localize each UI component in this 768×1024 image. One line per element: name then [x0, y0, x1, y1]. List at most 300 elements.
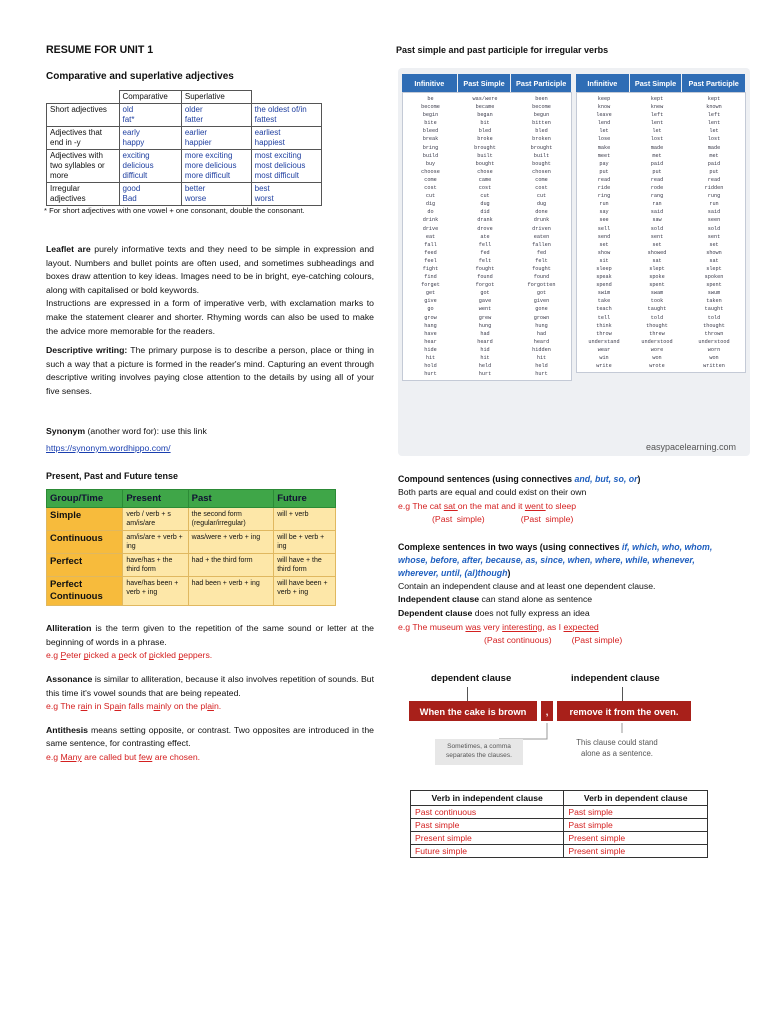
- adj-superlative-word: fattest: [254, 115, 277, 124]
- tense-cell-future: will be + verb + ing: [274, 531, 336, 554]
- irregular-verb: cost: [478, 185, 492, 192]
- tense-header-row: [47, 490, 336, 508]
- tense-row: [47, 577, 336, 606]
- example-fragment: interesting: [502, 621, 543, 632]
- adj-base-word: good: [122, 184, 141, 193]
- irregular-verb: fallen: [532, 241, 551, 248]
- irregular-verb: find: [424, 274, 437, 281]
- irregular-verb: wrote: [649, 363, 665, 370]
- irregular-verb: swum: [707, 290, 721, 297]
- irregular-verb: hung: [535, 322, 548, 329]
- irregular-verb: set: [709, 241, 719, 248]
- irregular-verb: ride: [597, 185, 611, 192]
- adj-base: [119, 127, 181, 150]
- irregular-verb: hung: [478, 322, 492, 329]
- irregular-verb: wear: [597, 346, 611, 353]
- irregular-verb: became: [475, 104, 495, 111]
- irregular-verb: buy: [425, 160, 436, 167]
- verb-table-header: [411, 791, 708, 806]
- irregular-verb: feel: [424, 257, 437, 264]
- irregular-verb: speak: [596, 274, 612, 281]
- adj-comparative-word: happier: [184, 138, 212, 147]
- irregular-verb: rang: [650, 193, 664, 200]
- irregular-verb: lent: [650, 120, 664, 127]
- irregular-verb: fought: [532, 265, 551, 272]
- compound-text: Both parts are equal and could exist on their own: [398, 487, 587, 497]
- irregular-verb: run: [709, 201, 719, 208]
- adj-superlative: [251, 104, 321, 127]
- adjectives-row: [47, 104, 322, 127]
- irregular-verb: read: [650, 176, 664, 183]
- irregular-verb: did: [480, 209, 490, 216]
- irregular-verb: think: [596, 322, 612, 329]
- irregular-verb: left: [707, 112, 721, 119]
- irregular-verb: build: [422, 152, 439, 159]
- irregular-verb: fight: [422, 265, 439, 272]
- compound-connectives: and, but, so, or: [574, 474, 638, 484]
- adjectives-row: [47, 127, 322, 150]
- irregular-verb: forgotten: [527, 282, 556, 289]
- irregular-verb: win: [599, 355, 609, 361]
- irregular-verb: showed: [647, 249, 667, 256]
- irregular-verb: sat: [652, 257, 662, 264]
- irregular-verb: shown: [706, 249, 722, 256]
- adjectives-row: [47, 150, 322, 183]
- irregular-verb: threw: [649, 330, 665, 337]
- irregular-verb: have: [424, 330, 437, 337]
- verb-independent: Past continuous: [411, 806, 564, 819]
- compound-example: [398, 500, 728, 514]
- descriptive-term: Descriptive writing:: [46, 345, 128, 356]
- verb-dependent: Present simple: [564, 832, 708, 845]
- irregular-verb: went: [478, 306, 492, 313]
- tense-row-label: Simple: [47, 508, 123, 531]
- irregular-verb: understood: [698, 338, 730, 345]
- irregular-verb: bought: [532, 160, 551, 167]
- irregular-verb: set: [599, 241, 609, 248]
- irregular-verb: found: [533, 274, 550, 281]
- example-fragment: e.g: [46, 650, 61, 661]
- adj-base-word: difficult: [122, 171, 148, 180]
- irregular-verb: won: [652, 355, 662, 361]
- irregular-verb: fall: [424, 241, 437, 248]
- synonym-text: (another word for): use this link: [85, 425, 207, 436]
- irr-col-pp: [512, 93, 571, 380]
- irregular-verb: broken: [532, 136, 551, 143]
- tense-cell-future: will have + the third form: [274, 554, 336, 577]
- example-fragment: was: [465, 621, 481, 632]
- irregular-verb: sit: [599, 257, 609, 264]
- dependent-clause-box: When the cake is brown: [409, 701, 537, 721]
- irregular-verb: drink: [422, 217, 439, 224]
- irregular-verb: ridden: [704, 185, 724, 192]
- irregular-verb: sleep: [596, 265, 612, 272]
- irregular-verb: won: [709, 355, 719, 361]
- adj-base-word: fat*: [122, 115, 135, 124]
- verb-table-row: [411, 819, 708, 832]
- example-fragment: ai: [153, 701, 161, 712]
- dependent-term: Dependent clause: [398, 607, 473, 618]
- adj-comparative-word: older: [184, 105, 203, 114]
- irregular-verb: got: [480, 290, 490, 297]
- compound-heading: [398, 473, 728, 486]
- example-fragment: sat: [443, 500, 458, 511]
- adj-base-word: delicious: [122, 161, 154, 170]
- example-fragment: P: [60, 650, 67, 661]
- irregular-verb: tell: [597, 314, 611, 321]
- complex-label-1: (Past continuous): [484, 635, 552, 646]
- tense-header-present: Present: [123, 490, 188, 508]
- irregular-verb: sent: [707, 233, 721, 240]
- example-fragment: ai: [114, 701, 122, 712]
- irregular-verb: lost: [707, 136, 721, 143]
- tense-cell-present: have/has + the third form: [123, 554, 188, 577]
- irregular-verb: ate: [480, 233, 490, 240]
- tense-row-label: Continuous: [47, 531, 123, 554]
- independent-text: can stand alone as sentence: [479, 594, 593, 605]
- irregular-verb: been: [535, 96, 548, 102]
- irregular-verb: rung: [707, 193, 721, 200]
- irregular-verb: swam: [650, 290, 664, 297]
- irregular-verb: said: [707, 209, 721, 216]
- irregular-verb: leave: [596, 112, 612, 119]
- sentences-section: [398, 473, 728, 648]
- irregular-verb: put: [652, 168, 662, 175]
- example-fragment: ai: [207, 701, 214, 712]
- irregular-verb: drive: [422, 225, 439, 232]
- irr-h-past: Past Simple: [458, 74, 511, 92]
- irregular-verb: eat: [425, 233, 436, 240]
- irregular-verb: forgot: [475, 282, 495, 289]
- irregular-verb: ring: [597, 193, 611, 200]
- irregular-verb: teach: [596, 306, 612, 313]
- synonym-paragraph: [46, 425, 374, 439]
- complex-heading-text: Complexe sentences in two ways (using connectives: [398, 541, 622, 552]
- irregular-verb: spent: [706, 282, 722, 289]
- irregular-verb: built: [477, 152, 493, 159]
- instructions-paragraph: Instructions are expressed in a form of imperative verb, with exclamation marks to make the statement clearer and shorter. Rhyming words can also be used to make the advice more memorable for the readers.: [46, 298, 374, 336]
- adj-base: [119, 104, 181, 127]
- complex-close: ): [507, 567, 511, 578]
- irregular-verb: lent: [707, 120, 721, 127]
- leaflet-term: Leaflet are: [46, 244, 91, 254]
- irregular-verb: grew: [478, 314, 492, 321]
- irregular-verb: began: [477, 112, 493, 119]
- adj-comparative-word: earlier: [184, 128, 208, 137]
- irregular-verb: kept: [707, 96, 721, 102]
- irregular-verb: hit: [480, 355, 490, 361]
- irregular-verb: gave: [478, 298, 492, 305]
- adj-superlative-word: most difficult: [254, 171, 299, 180]
- adj-comparative-word: worse: [184, 194, 207, 203]
- irr-h-pp: Past Participle: [511, 74, 571, 92]
- irregular-verb: met: [652, 152, 662, 159]
- verb-dependent: Present simple: [564, 845, 708, 858]
- irregular-verb: heard: [533, 338, 550, 345]
- dependent-clause-label: dependent clause: [431, 673, 512, 684]
- irregular-verb: kept: [650, 96, 664, 102]
- irregular-verb: dug: [536, 201, 547, 208]
- irregular-verb: pay: [599, 160, 609, 167]
- adj-comparative: [181, 104, 251, 127]
- adj-header-superlative: Superlative: [181, 91, 251, 104]
- irr-h-pp-2: Past Participle: [682, 74, 745, 92]
- irregular-verb: lend: [597, 120, 611, 127]
- irregular-verb: took: [650, 298, 664, 305]
- adj-superlative-word: happiest: [254, 138, 285, 147]
- irregular-verb: let: [709, 128, 719, 135]
- irregular-verb: made: [650, 144, 664, 151]
- irregular-verb: taught: [704, 306, 724, 313]
- adj-base-word: happy: [122, 138, 145, 147]
- left-column: [46, 44, 374, 764]
- irregular-verb: see: [599, 217, 609, 224]
- irregular-verb: left: [650, 112, 664, 119]
- irregular-verb: take: [597, 298, 611, 305]
- verb-clause-table: [410, 790, 708, 858]
- irr-col-infinitive-2: [577, 93, 631, 372]
- irregular-verb: felt: [535, 257, 548, 264]
- irregular-verb: cut: [536, 193, 547, 200]
- right-column: [396, 44, 726, 57]
- adj-comparative: [181, 183, 251, 206]
- irregular-verb: send: [597, 233, 611, 240]
- irregular-verb: fed: [536, 249, 547, 256]
- synonym-term: Synonym: [46, 425, 86, 436]
- irregular-verb: write: [596, 363, 612, 370]
- irregular-verb: had: [536, 330, 547, 337]
- alliteration-text: is the term given to the repetition of the same sound or letter at the beginning of words in a phrase.: [46, 623, 374, 647]
- compound-close: ): [637, 474, 641, 484]
- adj-row-label: Short adjectives: [47, 104, 120, 127]
- adj-superlative-word: most exciting: [254, 151, 302, 160]
- irregular-block-2: [576, 74, 746, 373]
- example-fragment: ickled: [153, 650, 179, 661]
- irregular-verb: done: [535, 209, 548, 216]
- verb-table-row: [411, 832, 708, 845]
- example-fragment: Many: [60, 751, 82, 762]
- irregular-verb: drank: [477, 217, 493, 224]
- example-fragment: e.g The cat: [398, 500, 444, 511]
- irregular-verb: set: [652, 241, 662, 248]
- verb-table-wrap: [410, 790, 708, 858]
- example-fragment: p: [118, 650, 124, 661]
- irregular-verb: ran: [652, 201, 662, 208]
- independent-term: Independent clause: [398, 594, 480, 605]
- irregular-verb: get: [425, 290, 436, 297]
- adj-base-word: old: [122, 105, 134, 114]
- irregular-verb: hurt: [424, 371, 437, 378]
- alliteration-term: Alliteration: [46, 623, 92, 634]
- irregular-verb: hit: [425, 355, 436, 361]
- irregular-verb: spent: [649, 282, 665, 289]
- irregular-verb: come: [535, 176, 548, 183]
- irregular-verb: held: [535, 363, 548, 370]
- irregular-verb: bitten: [532, 120, 551, 127]
- irr-h-past-2: Past Simple: [630, 74, 682, 92]
- example-fragment: few: [138, 751, 153, 762]
- irregular-verb: chose: [477, 168, 493, 175]
- irregular-verb: hide: [424, 346, 437, 353]
- site-watermark: easypacelearning.com: [645, 442, 736, 452]
- irregular-heading: Past simple and past participle for irregular verbs: [396, 45, 609, 55]
- tense-cell-present: have/has been + verb + ing: [123, 577, 188, 606]
- adjectives-heading: Comparative and superlative adjectives: [46, 71, 234, 82]
- irr-col-pp-2: [683, 93, 745, 372]
- complex-heading: [398, 541, 728, 580]
- assonance-text: is similar to alliteration, because it also involves repetition of sounds. But this time it's vowel sounds that are being repeated.: [46, 673, 374, 698]
- alliteration-paragraph: [46, 622, 374, 649]
- irregular-verb: bite: [424, 120, 437, 127]
- adj-row-label: Adjectives that end in -y: [47, 127, 120, 150]
- irregular-verb: gone: [535, 306, 548, 313]
- irr-h-infinitive: Infinitive: [402, 74, 457, 92]
- antithesis-paragraph: [46, 724, 374, 751]
- irregular-verb: cut: [425, 193, 436, 200]
- irregular-verb: bleed: [422, 128, 439, 135]
- adj-superlative: [251, 127, 321, 150]
- assonance-term: Assonance: [46, 673, 93, 684]
- tense-row: [47, 508, 336, 531]
- irr-col-past-2: [631, 93, 683, 372]
- dependent-text: does not fully express an idea: [472, 607, 590, 618]
- verb-table-h-dependent: Verb in dependent clause: [564, 791, 708, 806]
- example-fragment: nly on the pl: [160, 701, 208, 712]
- complex-line1: Contain an independent clause and at least one dependent clause.: [398, 580, 656, 591]
- tense-cell-present: verb / verb + s am/is/are: [123, 508, 188, 531]
- adj-comparative-word: more exciting: [184, 151, 233, 160]
- example-fragment: eck of: [123, 650, 149, 661]
- irregular-verb: do: [427, 209, 434, 216]
- irregular-verb: make: [597, 144, 611, 151]
- irregular-verb: taught: [647, 306, 667, 313]
- example-fragment: p: [178, 650, 184, 661]
- synonym-link[interactable]: https://synonym.wordhippo.com/: [46, 443, 171, 454]
- adj-superlative-word: best: [254, 184, 270, 193]
- tense-header-past: Past: [188, 490, 274, 508]
- adj-superlative-word: most delicious: [254, 161, 306, 170]
- irregular-verb: paid: [707, 160, 721, 167]
- irregular-verb: spoken: [704, 274, 724, 281]
- adjectives-row: [47, 183, 322, 206]
- tense-row-label: Perfect: [47, 554, 123, 577]
- tense-row: [47, 531, 336, 554]
- adjectives-note: * For short adjectives with one vowel + one consonant, double the consonant.: [44, 206, 305, 215]
- complex-labels: [398, 634, 728, 648]
- independent-clause-box: remove it from the oven.: [557, 701, 691, 721]
- tense-header-group: Group/Time: [47, 490, 123, 508]
- irregular-verb: read: [597, 176, 611, 183]
- irregular-verb: break: [422, 136, 439, 143]
- adj-comparative-word: better: [184, 184, 206, 193]
- irregular-verb: sell: [597, 225, 611, 232]
- tense-row: [47, 554, 336, 577]
- irregular-verb: choose: [421, 168, 440, 175]
- irregular-verb: heard: [477, 338, 493, 345]
- adj-superlative-word: the oldest of/in: [254, 105, 307, 114]
- adj-row-label: Irregular adjectives: [47, 183, 120, 206]
- irregular-verb: got: [536, 290, 547, 297]
- adj-comparative-word: more difficult: [184, 171, 231, 180]
- irregular-verb: spend: [596, 282, 612, 289]
- irregular-verb: fought: [475, 265, 495, 272]
- compound-heading-text: Compound sentences (using connectives: [398, 474, 575, 484]
- stand-alone-note: This clause could stand alone as a sentence.: [576, 738, 658, 758]
- irregular-verb: read: [707, 176, 721, 183]
- comma-note: Sometimes, a comma separates the clauses.: [446, 743, 512, 759]
- irregular-verb: forget: [421, 282, 440, 289]
- leaflet-text: purely informative texts and they need to be simple in expression and layout. Numbers and bullet points are often used, and sometimes subheadings and boxes draw attention to key ideas. Images need to be in bright, eye-catching colours, along with capitalised or bold keywords.: [46, 244, 374, 295]
- irregular-verb: bit: [480, 120, 490, 127]
- tense-heading: Present, Past and Future tense: [46, 471, 179, 482]
- irr-col-infinitive: [403, 93, 458, 380]
- assonance-paragraph: [46, 673, 374, 700]
- adj-row-label: Adjectives with two syllables or more: [47, 150, 120, 183]
- irregular-verb: say: [599, 209, 609, 216]
- irr-col-past: [458, 93, 512, 380]
- irregular-verb: came: [478, 176, 492, 183]
- irregular-verb: be: [427, 96, 434, 102]
- irregular-body-2: [576, 92, 746, 373]
- verb-independent: Past simple: [411, 819, 564, 832]
- tense-cell-past: was/were + verb + ing: [188, 531, 274, 554]
- irregular-verb: held: [478, 363, 492, 370]
- irregular-verb: hold: [424, 363, 437, 370]
- irregular-verbs-chart: [398, 68, 750, 456]
- irregular-verb: give: [424, 298, 437, 305]
- irregular-verb: know: [597, 104, 611, 111]
- irregular-verb: was/were: [472, 96, 498, 102]
- irregular-verb: bought: [475, 160, 495, 167]
- irregular-verb: grown: [533, 314, 550, 321]
- example-fragment: e.g The r: [46, 701, 81, 712]
- adj-comparative-word: fatter: [184, 115, 204, 124]
- tense-cell-past: had been + verb + ing: [188, 577, 274, 606]
- irregular-verb: rode: [650, 185, 664, 192]
- irregular-verb: show: [597, 249, 611, 256]
- adj-superlative-word: earliest: [254, 128, 281, 137]
- irregular-verb: bring: [422, 144, 439, 151]
- irregular-verb: wore: [650, 346, 664, 353]
- irregular-verb: sold: [707, 225, 721, 232]
- irregular-verb: known: [706, 104, 722, 111]
- tense-header-future: Future: [274, 490, 336, 508]
- irregular-verb: sent: [650, 233, 664, 240]
- irregular-body-1: [402, 92, 572, 381]
- antithesis-example: [46, 751, 374, 765]
- example-fragment: are chosen.: [152, 751, 201, 762]
- irregular-verb: drunk: [533, 217, 550, 224]
- irregular-verb: put: [709, 168, 719, 175]
- irregular-verb: come: [424, 176, 437, 183]
- irregular-verb: understand: [588, 338, 620, 345]
- irregular-verb: hear: [424, 338, 437, 345]
- example-fragment: very: [480, 621, 503, 632]
- irregular-verb: become: [421, 104, 440, 111]
- example-fragment: p: [148, 650, 154, 661]
- complex-line2: [398, 593, 728, 607]
- irregular-block-1: [402, 74, 572, 381]
- complex-connectives: if, which, who, whom, whose, before, after, because, as, since, when, where, while, whenever, wherever, until, (al)though: [398, 541, 713, 578]
- irregular-verb: hit: [536, 355, 547, 361]
- example-fragment: e.g The museum: [398, 621, 466, 632]
- irregular-verb: knew: [650, 104, 664, 111]
- compound-label-2: (Past simple): [520, 514, 574, 525]
- irregular-header-2: [576, 74, 746, 92]
- verb-independent: Present simple: [411, 832, 564, 845]
- irregular-verb: cost: [424, 185, 437, 192]
- irregular-verb: understood: [641, 338, 673, 345]
